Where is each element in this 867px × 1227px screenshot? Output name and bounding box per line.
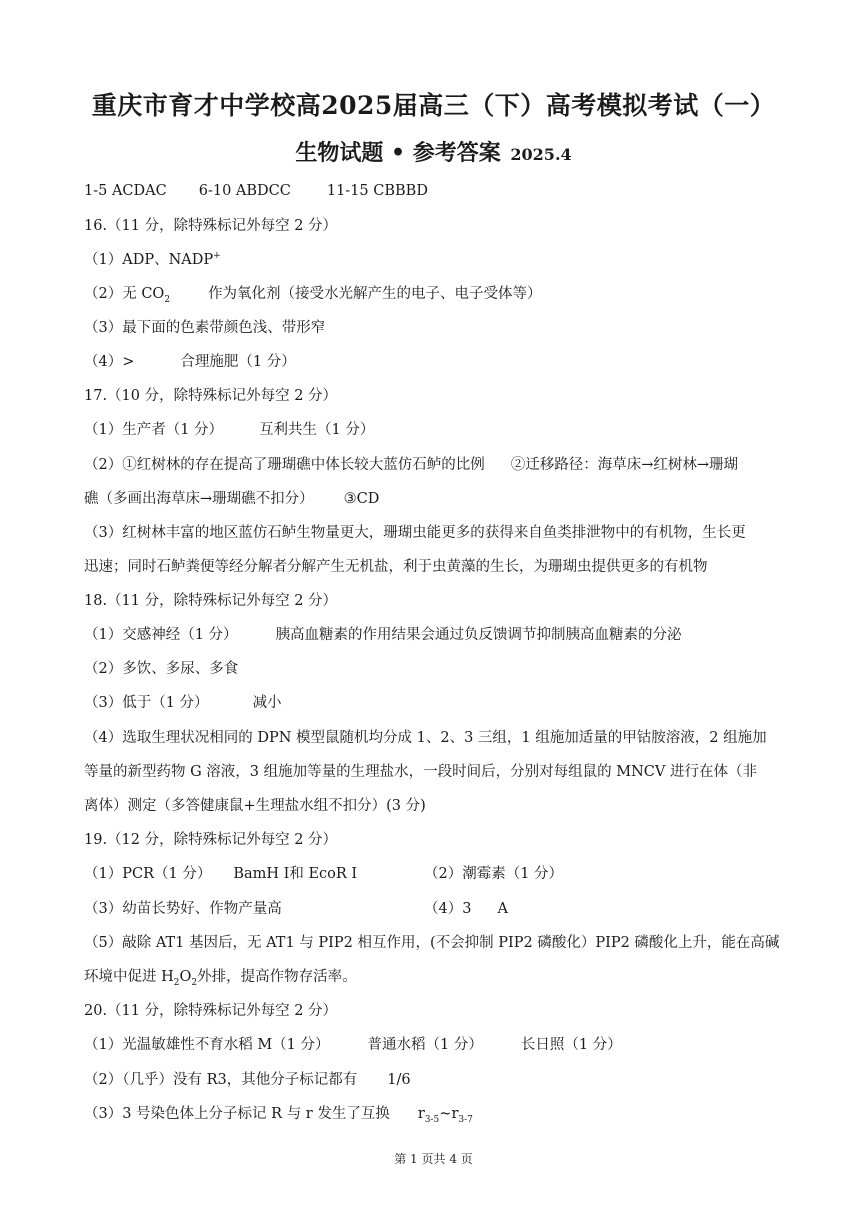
q20-a1-part-1: （1）光温敏雄性不育水稻 M（1 分） bbox=[84, 1037, 330, 1053]
q17-answer-2-line-1 bbox=[84, 454, 738, 476]
q17-a2-part-4: ③CD bbox=[343, 491, 380, 507]
q19-a5-post: 外排，提高作物存活率。 bbox=[197, 969, 357, 985]
q18-answer-1 bbox=[84, 624, 682, 646]
subtitle-text: 生物试题 • 参考答案 bbox=[295, 140, 501, 166]
mc-answers bbox=[84, 180, 428, 202]
q17-answer-2-line-2 bbox=[84, 488, 379, 510]
q19-a1-pre: （1）PCR（1 分） bbox=[84, 866, 212, 882]
q19-a5-mid: O bbox=[179, 969, 192, 985]
q18-heading: 18.（11 分，除特殊标记外每空 2 分） bbox=[84, 593, 338, 609]
page-subtitle bbox=[0, 136, 867, 167]
mc-group-3: 11-15 CBBBD bbox=[326, 183, 428, 199]
q16-a2-sub: 2 bbox=[164, 294, 171, 305]
q16-a4-pre: （4）> bbox=[84, 354, 135, 370]
q20-answer-1 bbox=[84, 1034, 622, 1056]
q20-a1-part-2: 普通水稻（1 分） bbox=[367, 1037, 483, 1053]
q16-answer-3: （3）最下面的色素带颜色浅、带形窄 bbox=[84, 320, 326, 336]
q20-answer-3 bbox=[84, 1103, 473, 1125]
q16-heading: 16.（11 分，除特殊标记外每空 2 分） bbox=[84, 218, 338, 234]
q16-a2-post: 作为氧化剂（接受水光解产生的电子、电子受体等） bbox=[208, 286, 542, 302]
subtitle-date: 2025.4 bbox=[510, 145, 572, 164]
q18-answer-4-line-3: 离体）测定（多答健康鼠+生理盐水组不扣分）(3 分) bbox=[84, 798, 426, 814]
q16-a4-post: 合理施肥（1 分） bbox=[180, 354, 296, 370]
q19-answer-5-line-2 bbox=[84, 966, 357, 988]
q16-a1-text: （1）ADP、NADP bbox=[84, 252, 214, 268]
mc-group-1: 1-5 ACDAC bbox=[84, 183, 167, 199]
q19-answer-4 bbox=[424, 898, 508, 920]
q16-answer-2 bbox=[84, 283, 542, 305]
q17-answer-3-line-1: （3）红树林丰富的地区蓝仿石鲈生物量更大，珊瑚虫能更多的获得来自鱼类排泄物中的有机物，生长更 bbox=[84, 525, 746, 541]
q17-a2-part-1: （2）①红树林的存在提高了珊瑚礁中体长较大蓝仿石鲈的比例 bbox=[84, 457, 485, 473]
q18-answer-3 bbox=[84, 692, 282, 714]
q17-a1-pre: （1）生产者（1 分） bbox=[84, 422, 224, 438]
q16-answer-4 bbox=[84, 351, 296, 373]
q20-a3-tilde: ~ bbox=[439, 1106, 452, 1122]
q17-a2-part-3: 礁（多画出海草床→珊瑚礁不扣分） bbox=[84, 491, 314, 507]
q17-a2-part-2: ②迁移路径：海草床→红树林→珊瑚 bbox=[510, 457, 739, 473]
page-title: 重庆市育才中学校高2025届高三（下）高考模拟考试（一） bbox=[91, 91, 776, 120]
q20-a3-r1: r bbox=[417, 1106, 425, 1122]
q19-a5-pre: 环境中促进 H bbox=[84, 969, 174, 985]
q18-a1-pre: （1）交感神经（1 分） bbox=[84, 627, 238, 643]
q20-a2-pre: （2）（几乎）没有 R3，其他分子标记都有 bbox=[84, 1072, 358, 1088]
page-number: 第 1 页共 4 页 bbox=[394, 1152, 473, 1166]
q18-answer-4-line-2: 等量的新型药物 G 溶液，3 组施加等量的生理盐水，一段时间后，分别对每组鼠的 MNCV 进行在体（非 bbox=[84, 764, 757, 780]
q19-a4-post: A bbox=[497, 901, 508, 917]
q16-a1-sup: + bbox=[213, 251, 221, 262]
q16-a2-pre: （2）无 CO bbox=[84, 286, 165, 302]
q18-answer-4-line-1: （4）选取生理状况相同的 DPN 模型鼠随机均分成 1、2、3 三组，1 组施加适量的甲钴胺溶液，2 组施加 bbox=[84, 730, 767, 746]
q17-heading: 17.（10 分，除特殊标记外每空 2 分） bbox=[84, 388, 338, 404]
q19-answer-5-line-1: （5）敲除 AT1 基因后，无 AT1 与 PIP2 相互作用，(不会抑制 PIP2 磷酸化）PIP2 磷酸化上升，能在高碱 bbox=[84, 935, 780, 951]
q20-a3-r2-sub: 3-7 bbox=[458, 1114, 473, 1125]
q18-answer-2: （2）多饮、多尿、多食 bbox=[84, 661, 239, 677]
q19-heading: 19.（12 分，除特殊标记外每空 2 分） bbox=[84, 832, 338, 848]
q20-heading: 20.（11 分，除特殊标记外每空 2 分） bbox=[84, 1003, 338, 1019]
q20-a2-post: 1/6 bbox=[387, 1072, 411, 1088]
q16-answer-1 bbox=[84, 249, 221, 271]
q18-a1-post: 胰高血糖素的作用结果会通过负反馈调节抑制胰高血糖素的分泌 bbox=[275, 627, 682, 643]
q19-answer-3: （3）幼苗长势好、作物产量高 bbox=[84, 901, 282, 917]
q19-a4-pre: （4）3 bbox=[424, 901, 472, 917]
q20-a3-r1-sub: 3-5 bbox=[424, 1114, 440, 1125]
q20-answer-2 bbox=[84, 1069, 411, 1091]
mc-group-2: 6-10 ABDCC bbox=[198, 183, 291, 199]
q19-a5-sub-1: 2 bbox=[173, 977, 180, 988]
q19-answer-2: （2）潮霉素（1 分） bbox=[424, 866, 564, 882]
q19-a5-sub-2: 2 bbox=[191, 977, 198, 988]
q18-a3-post: 减小 bbox=[252, 695, 282, 711]
q17-answer-3-line-2: 迅速；同时石鲈粪便等经分解者分解产生无机盐，利于虫黄藻的生长，为珊瑚虫提供更多的有机物 bbox=[84, 559, 708, 575]
q18-a3-pre: （3）低于（1 分） bbox=[84, 695, 209, 711]
q20-a3-pre: （3）3 号染色体上分子标记 R 与 r 发生了互换 bbox=[84, 1106, 390, 1122]
q20-a1-part-3: 长日照（1 分） bbox=[520, 1037, 622, 1053]
q17-a1-post: 互利共生（1 分） bbox=[259, 422, 375, 438]
q17-answer-1 bbox=[84, 419, 374, 441]
q20-a3-r2: r bbox=[451, 1106, 459, 1122]
q19-answer-1 bbox=[84, 863, 357, 885]
q19-a1-post: BamH Ⅰ和 EcoR Ⅰ bbox=[233, 866, 358, 882]
